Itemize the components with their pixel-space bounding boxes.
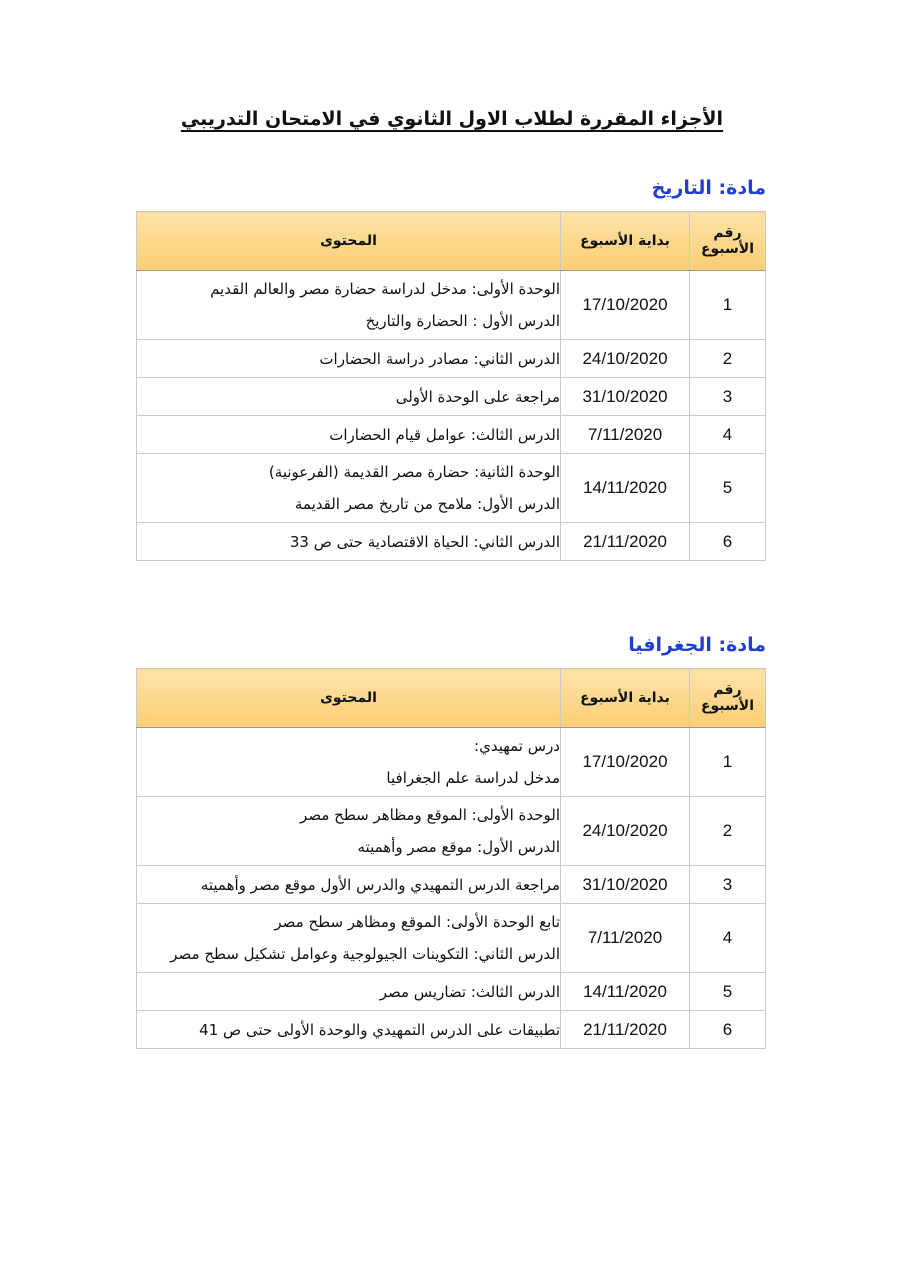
table-row xyxy=(137,523,766,561)
content-cell xyxy=(137,973,561,1011)
header-week-number: رقم الأسبوع xyxy=(690,212,766,271)
week-number-cell: 4 xyxy=(690,416,766,454)
week-start-cell: 14/11/2020 xyxy=(561,973,690,1011)
content-cell xyxy=(137,728,561,797)
week-number-cell: 1 xyxy=(690,728,766,797)
content-line: مراجعة الدرس التمهيدي والدرس الأول موقع مصر وأهميته xyxy=(200,875,560,894)
week-start-cell: 7/11/2020 xyxy=(561,904,690,973)
content-line: الدرس الأول : الحضارة والتاريخ xyxy=(365,312,560,330)
week-start-cell: 31/10/2020 xyxy=(561,378,690,416)
week-start-cell: 7/11/2020 xyxy=(561,416,690,454)
week-start-cell: 31/10/2020 xyxy=(561,866,690,904)
content-line: درس تمهيدي: xyxy=(474,737,560,755)
content-line: الدرس الثالث: عوامل قيام الحضارات xyxy=(329,425,560,444)
content-line: الدرس الثاني: مصادر دراسة الحضارات xyxy=(319,349,560,368)
week-number-cell: 2 xyxy=(690,797,766,866)
week-start-cell: 21/11/2020 xyxy=(561,1011,690,1049)
week-start-cell: 24/10/2020 xyxy=(561,797,690,866)
table-header-row xyxy=(137,212,766,271)
week-start-cell: 17/10/2020 xyxy=(561,271,690,340)
content-cell xyxy=(137,523,561,561)
table-row xyxy=(137,1011,766,1049)
week-start-cell: 14/11/2020 xyxy=(561,454,690,523)
header-week-start: بداية الأسبوع xyxy=(561,212,690,271)
header-week-number: رقم الأسبوع xyxy=(690,669,766,728)
week-number-cell: 5 xyxy=(690,973,766,1011)
week-number-cell: 4 xyxy=(690,904,766,973)
content-line: تابع الوحدة الأولى: الموقع ومظاهر سطح مصر xyxy=(274,913,560,931)
content-cell xyxy=(137,904,561,973)
table-row xyxy=(137,973,766,1011)
content-cell xyxy=(137,797,561,866)
content-line: الدرس الثاني: التكوينات الجيولوجية وعوامل تشكيل سطح مصر xyxy=(170,945,560,963)
week-start-cell: 21/11/2020 xyxy=(561,523,690,561)
content-line: مراجعة على الوحدة الأولى xyxy=(395,387,560,406)
week-number-cell: 1 xyxy=(690,271,766,340)
week-number-cell: 3 xyxy=(690,866,766,904)
content-line: الدرس الأول: ملامح من تاريخ مصر القديمة xyxy=(294,495,560,513)
content-line: الوحدة الأولى: مدخل لدراسة حضارة مصر والعالم القديم xyxy=(210,280,560,298)
header-content: المحتوى xyxy=(137,212,561,271)
table-row xyxy=(137,271,766,340)
content-cell xyxy=(137,866,561,904)
table-header-row xyxy=(137,669,766,728)
content-line: الوحدة الأولى: الموقع ومظاهر سطح مصر xyxy=(300,806,560,824)
table-row xyxy=(137,866,766,904)
section-heading-history: مادة: التاريخ xyxy=(651,177,766,199)
content-cell xyxy=(137,1011,561,1049)
week-number-cell: 6 xyxy=(690,1011,766,1049)
geography-table xyxy=(136,668,766,1049)
table-row xyxy=(137,416,766,454)
week-start-cell: 17/10/2020 xyxy=(561,728,690,797)
week-number-cell: 2 xyxy=(690,340,766,378)
week-number-cell: 5 xyxy=(690,454,766,523)
table-row xyxy=(137,728,766,797)
content-cell xyxy=(137,340,561,378)
content-cell xyxy=(137,454,561,523)
table-row xyxy=(137,340,766,378)
table-row xyxy=(137,797,766,866)
week-number-cell: 3 xyxy=(690,378,766,416)
history-table xyxy=(136,211,766,561)
content-line: الوحدة الثانية: حضارة مصر القديمة (الفرعونية) xyxy=(268,463,560,481)
section-heading-geography: مادة: الجغرافيا xyxy=(628,634,766,656)
content-line: تطبيقات على الدرس التمهيدي والوحدة الأولى حتى ص 41 xyxy=(199,1020,560,1039)
page-title xyxy=(0,108,904,130)
content-cell xyxy=(137,416,561,454)
content-cell xyxy=(137,378,561,416)
table-row xyxy=(137,904,766,973)
header-week-start: بداية الأسبوع xyxy=(561,669,690,728)
content-line: الدرس الثاني: الحياة الاقتصادية حتى ص 33 xyxy=(289,532,560,551)
week-number-cell: 6 xyxy=(690,523,766,561)
content-line: مدخل لدراسة علم الجغرافيا xyxy=(386,769,560,787)
table-row xyxy=(137,454,766,523)
table-row xyxy=(137,378,766,416)
header-content: المحتوى xyxy=(137,669,561,728)
content-line: الدرس الأول: موقع مصر وأهميته xyxy=(357,838,560,856)
content-cell xyxy=(137,271,561,340)
page-title-text: الأجزاء المقررة لطلاب الاول الثانوي في الامتحان التدريبي xyxy=(180,108,724,130)
week-start-cell: 24/10/2020 xyxy=(561,340,690,378)
content-line: الدرس الثالث: تضاريس مصر xyxy=(379,982,560,1001)
